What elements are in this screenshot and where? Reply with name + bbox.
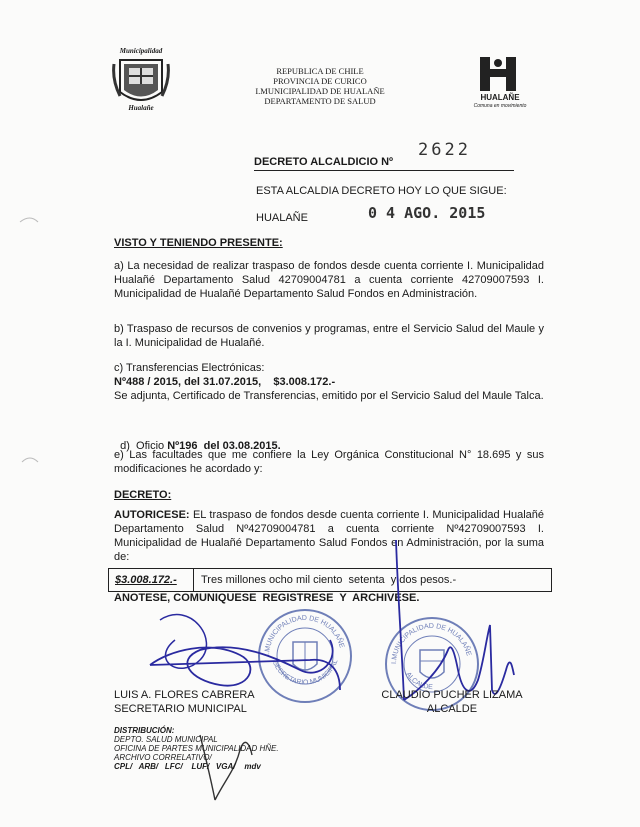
mayor-name: CLAUDIO PUCHER LIZAMA [381, 689, 523, 701]
distribution-line: CPL/ ARB/ LFC/ LUF/ VGA/ mdv [114, 762, 261, 771]
decreto-heading: DECRETO: [114, 489, 172, 501]
mayor-title: ALCALDE [426, 703, 478, 715]
decree-intro: ESTA ALCALDIA DECRETO HOY LO QUE SIGUE: [256, 185, 507, 197]
decree-number: 2622 [418, 140, 471, 160]
mayor-stamp-top-text: I.MUNICIPALIDAD DE HUALAÑE [390, 622, 473, 665]
distribution-line: DEPTO. SALUD MUNICIPAL [114, 735, 218, 744]
letterhead-line: REPUBLICA DE CHILE [276, 66, 364, 76]
punch-marks [0, 0, 40, 827]
visto-heading: VISTO Y TENIENDO PRESENTE: [114, 237, 283, 249]
letterhead-line: PROVINCIA DE CURICO [273, 76, 367, 86]
mayor-signature-block [368, 688, 536, 716]
amount-value: $3.008.172.- [115, 574, 177, 586]
secretary-signature-block [114, 688, 255, 716]
distribution-block [114, 726, 354, 771]
visto-c-label: c) Transferencias Electrónicas: [114, 362, 265, 374]
secretary-stamp-top-text: I.MUNICIPALIDAD DE HUALAÑE [263, 614, 346, 657]
logo-tagline: Comuna en movimiento [473, 103, 527, 109]
closing-line: ANOTESE, COMUNIQUESE REGISTRESE Y ARCHIVESE. [114, 592, 420, 604]
mayor-signature [396, 540, 514, 700]
crest-text-top: Municipalidad [119, 47, 163, 55]
secretary-name: LUIS A. FLORES CABRERA [114, 689, 255, 701]
letterhead-line: DEPARTAMENTO DE SALUD [264, 96, 376, 106]
visto-b: b) Traspaso de recursos de convenios y programas, entre el Servicio Salud del Maule y la I. Municipalidad de Hualañé. [114, 323, 544, 349]
visto-d-oficio: Nº196 del 03.08.2015. [167, 440, 281, 452]
secretary-signature [150, 640, 340, 690]
autoricese-label: AUTORICESE: [114, 509, 190, 521]
secretary-title: SECRETARIO MUNICIPAL [114, 703, 247, 715]
amount-words: Tres millones ocho mil ciento setenta y dos pesos.- [201, 574, 457, 586]
letterhead-line: I.MUNICIPALIDAD DE HUALAÑE [255, 86, 385, 96]
visto-e: e) Las facultades que me confiere la Ley Orgánica Constitucional N° 18.695 y sus modificaciones he acordado y: [114, 449, 544, 475]
decree-date-stamp: 0 4 AGO. 2015 [368, 204, 486, 222]
visto-c-rest: Se adjunta, Certificado de Transferencias, emitido por el Servicio Salud del Maule Talca. [114, 390, 544, 402]
autoricese-text: EL traspaso de fondos desde cuenta corriente I. Municipalidad Hualañé Departamento Salud Nº42709004781 a cuenta corriente Nº42709007593 I. Municipalidad de Hualañé Departamento Salud Fondos en Administración, por la suma de: [114, 509, 544, 563]
visto-c-transfer: Nº488 / 2015, del 31.07.2015, $3.008.172.- [114, 376, 336, 388]
decree-place: HUALAÑE [256, 212, 308, 224]
mayor-stamp-bottom-text: ALCALDE [404, 671, 433, 692]
crest-text-bottom: Hualañe [128, 104, 154, 112]
logo-name: HUALAÑE [480, 93, 520, 102]
visto-a: a) La necesidad de realizar traspaso de fondos desde cuenta corriente I. Municipalidad Hualañé Departamento Salud 42709004781 a cuenta corriente 42709007593 I. Municipalidad de Hualañé Departamento Salud Fondos en Administración. [114, 260, 544, 300]
distribution-heading: DISTRIBUCIÓN: [114, 726, 175, 735]
distribution-line: ARCHIVO CORRELATIVO/ [114, 753, 212, 762]
secretary-signature-loop [160, 615, 206, 669]
distribution-line: OFICINA DE PARTES MUNICIPALIDAD HÑE. [114, 744, 279, 753]
secretary-stamp-bottom-text: SECRETARIO MUNICIPAL [271, 658, 340, 687]
visto-d-prefix: d) Oficio [120, 440, 168, 452]
decree-title-text: DECRETO ALCALDICIO Nº [254, 156, 394, 168]
